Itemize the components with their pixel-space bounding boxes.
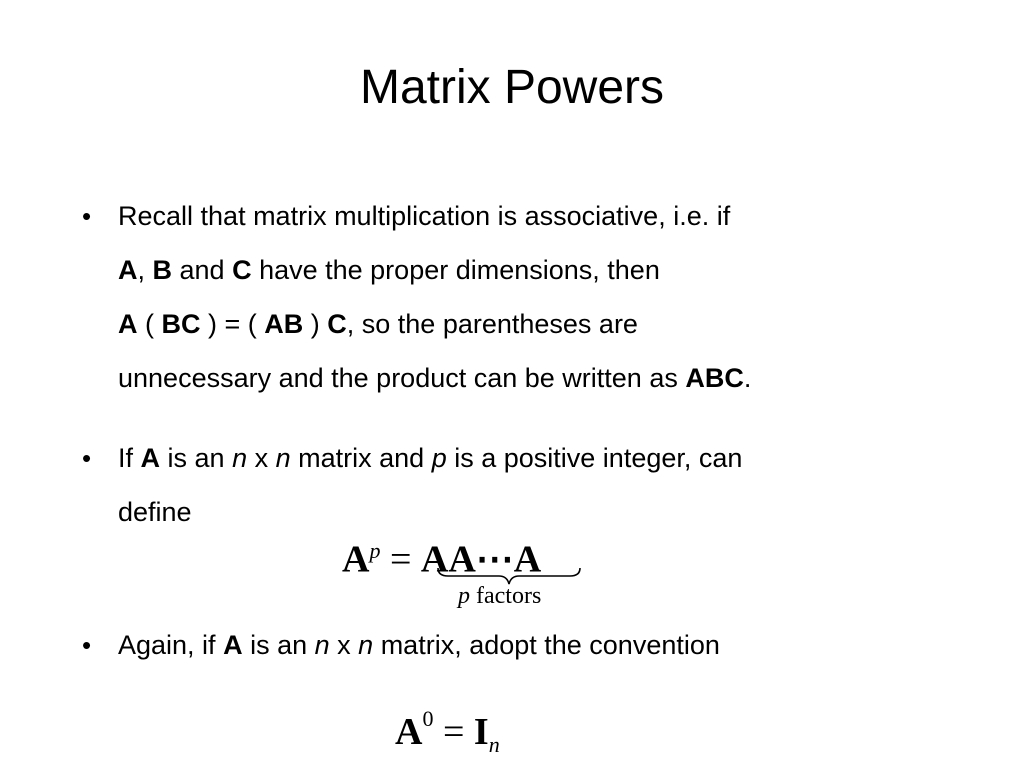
bullet-marker: • — [82, 201, 92, 231]
variable-p: p — [458, 583, 470, 609]
equation-identity-convention — [395, 692, 500, 772]
bullet-1-text — [118, 189, 968, 405]
matrix-A: A — [223, 630, 243, 660]
matrix-A: A — [118, 255, 138, 285]
variable-n: n — [275, 443, 291, 473]
text-span: If — [118, 443, 141, 473]
text-span: , so the parentheses are — [346, 309, 638, 339]
equation-rhs-product: AA⋯A — [420, 538, 542, 581]
identity-matrix: I — [473, 711, 489, 753]
text-span: x — [329, 630, 359, 660]
equation-lhs: A — [342, 538, 370, 581]
bullet-1-line-1 — [118, 189, 968, 243]
text-span: ) — [303, 309, 328, 339]
bullet-2-line-2 — [118, 485, 968, 539]
text-span: unnecessary and the product can be written as — [118, 363, 686, 393]
text-span: Recall that matrix multiplication is associative, i.e. if — [118, 201, 731, 231]
bullet-1-line-4 — [118, 351, 968, 405]
variable-n: n — [358, 630, 374, 660]
text-span: matrix and — [290, 443, 432, 473]
bullet-1-line-2 — [118, 243, 968, 297]
matrix-AB: AB — [264, 309, 304, 339]
bullet-2-line-1 — [118, 431, 968, 485]
variable-n: n — [314, 630, 330, 660]
matrix-A: A — [118, 309, 138, 339]
bullet-3-line-1 — [118, 618, 968, 672]
text-span: is an — [160, 443, 233, 473]
bullet-marker: • — [82, 630, 92, 660]
matrix-B: B — [152, 255, 173, 285]
text-span: is a positive integer, can — [446, 443, 743, 473]
text-span: define — [118, 497, 192, 527]
factors-label: factors — [470, 583, 542, 609]
text-span: and — [172, 255, 233, 285]
matrix-BC: BC — [161, 309, 201, 339]
exponent-zero: 0 — [422, 706, 434, 731]
bullet-1-line-3 — [118, 297, 968, 351]
exponent-p: p — [369, 538, 381, 563]
matrix-C: C — [327, 309, 347, 339]
text-span: x — [247, 443, 276, 473]
bullet-2-text — [118, 431, 968, 539]
matrix-A: A — [140, 443, 161, 473]
text-span: have the proper dimensions, then — [251, 255, 660, 285]
text-span: is an — [242, 630, 315, 660]
bullet-marker: • — [82, 443, 92, 473]
text-span: Again, if — [118, 630, 224, 660]
text-span: ( — [137, 309, 162, 339]
variable-p: p — [431, 443, 447, 473]
text-span: . — [743, 363, 752, 393]
underbrace-label — [458, 581, 541, 611]
variable-n: n — [232, 443, 248, 473]
equals-sign: = — [433, 711, 474, 753]
text-span: ) = ( — [200, 309, 265, 339]
matrix-C: C — [232, 255, 252, 285]
subscript-n: n — [488, 732, 500, 757]
equals-sign: = — [380, 538, 421, 581]
matrix-ABC: ABC — [685, 363, 744, 393]
equation-lhs: A — [395, 711, 423, 753]
text-span: , — [137, 255, 153, 285]
slide-title: Matrix Powers — [359, 61, 665, 114]
bullet-3-text — [118, 618, 968, 672]
text-span: matrix, adopt the convention — [373, 630, 720, 660]
